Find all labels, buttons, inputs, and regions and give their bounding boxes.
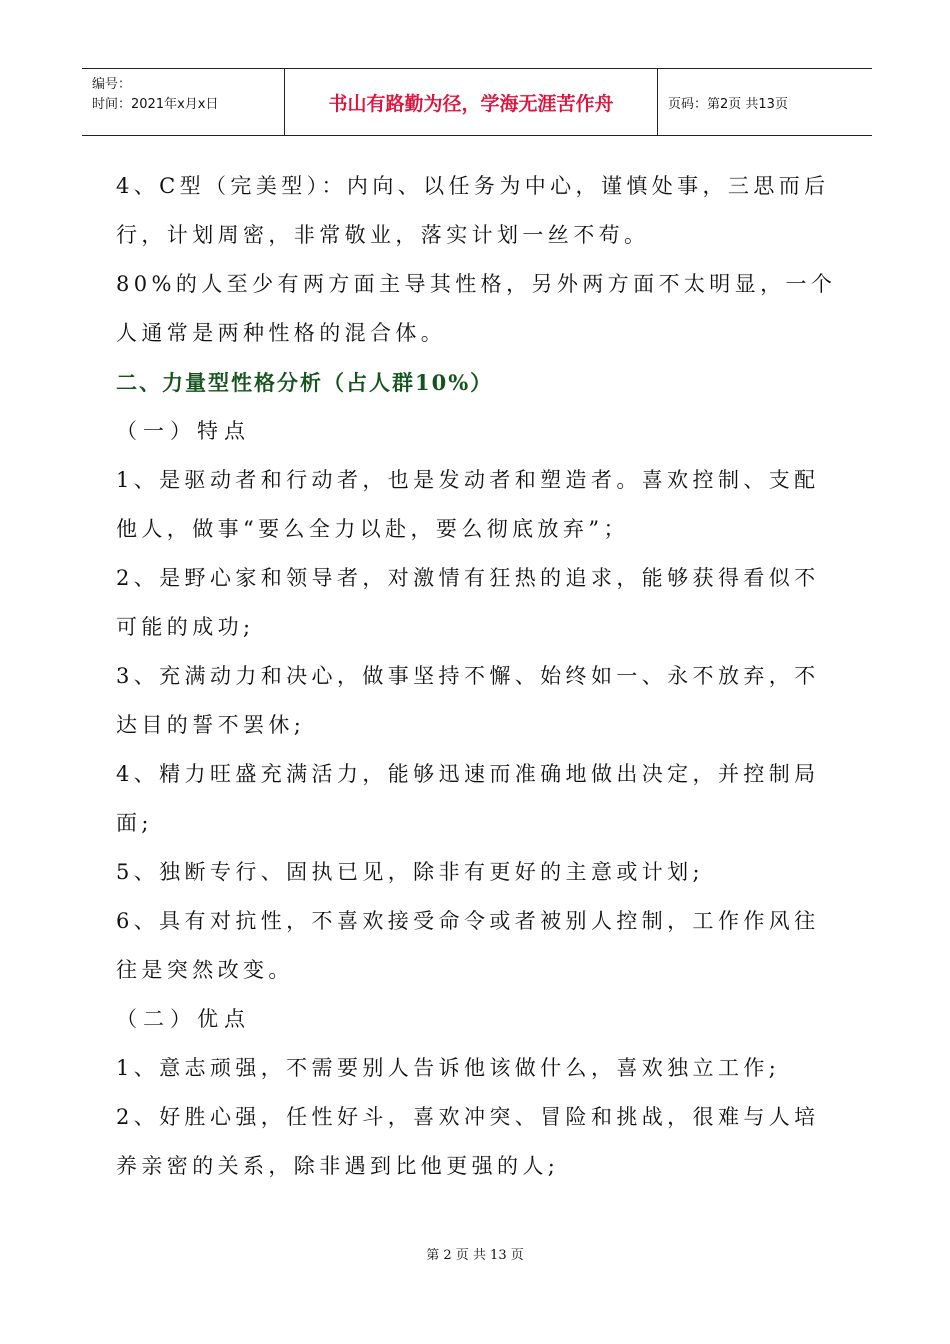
body-line: 往是突然改变。: [116, 958, 294, 982]
body-line: 6、具有对抗性，不喜欢接受命令或者被别人控制，工作作风往: [116, 909, 820, 933]
body-line: 80%的人至少有两方面主导其性格，另外两方面不太明显，一个: [116, 272, 837, 296]
body-line: 行，计划周密，非常敬业，落实计划一丝不苟。: [116, 223, 650, 247]
body-line: 可能的成功;: [116, 615, 255, 639]
body-line: 2、是野心家和领导者，对激情有狂热的追求，能够获得看似不: [116, 566, 820, 590]
body-line: 1、意志顽强，不需要别人告诉他该做什么，喜欢独立工作;: [116, 1056, 781, 1080]
document-number-label: 编号：: [92, 77, 132, 92]
body-line: 5、独断专行、固执已见，除非有更好的主意或计划;: [116, 860, 705, 884]
body-line: 人通常是两种性格的混合体。: [116, 321, 447, 345]
body-line: 1、是驱动者和行动者，也是发动者和塑造者。喜欢控制、支配: [116, 468, 820, 492]
header-motto: 书山有路勤为径，学海无涯苦作舟: [285, 69, 658, 135]
page-footer: 第 2 页 共 13 页: [426, 1248, 524, 1263]
document-body: [116, 162, 836, 1191]
header-meta-cell: [82, 69, 285, 135]
document-header: [82, 68, 872, 136]
subsection-heading: （二）优点: [116, 1007, 251, 1031]
document-time-label: 时间：2021年x月x日: [92, 97, 219, 112]
body-line: 达目的誓不罢休;: [116, 713, 306, 737]
subsection-heading: （一）特点: [116, 419, 251, 443]
body-line: 4、C型（完美型）：内向、以任务为中心，谨慎处事，三思而后: [116, 174, 830, 198]
body-line: 面;: [116, 811, 153, 835]
body-line: 养亲密的关系，除非遇到比他更强的人;: [116, 1154, 560, 1178]
body-line: 3、充满动力和决心，做事坚持不懈、始终如一、永不放弃，不: [116, 664, 820, 688]
section-heading: 二、力量型性格分析（占人群10%）: [116, 370, 494, 395]
header-page-info: 页码：第2页 共13页: [668, 96, 788, 112]
body-line: 2、好胜心强，任性好斗，喜欢冲突、冒险和挑战，很难与人培: [116, 1105, 820, 1129]
body-line: 他人，做事“要么全力以赴，要么彻底放弃”；: [116, 517, 629, 541]
body-line: 4、精力旺盛充满活力，能够迅速而准确地做出决定，并控制局: [116, 762, 820, 786]
